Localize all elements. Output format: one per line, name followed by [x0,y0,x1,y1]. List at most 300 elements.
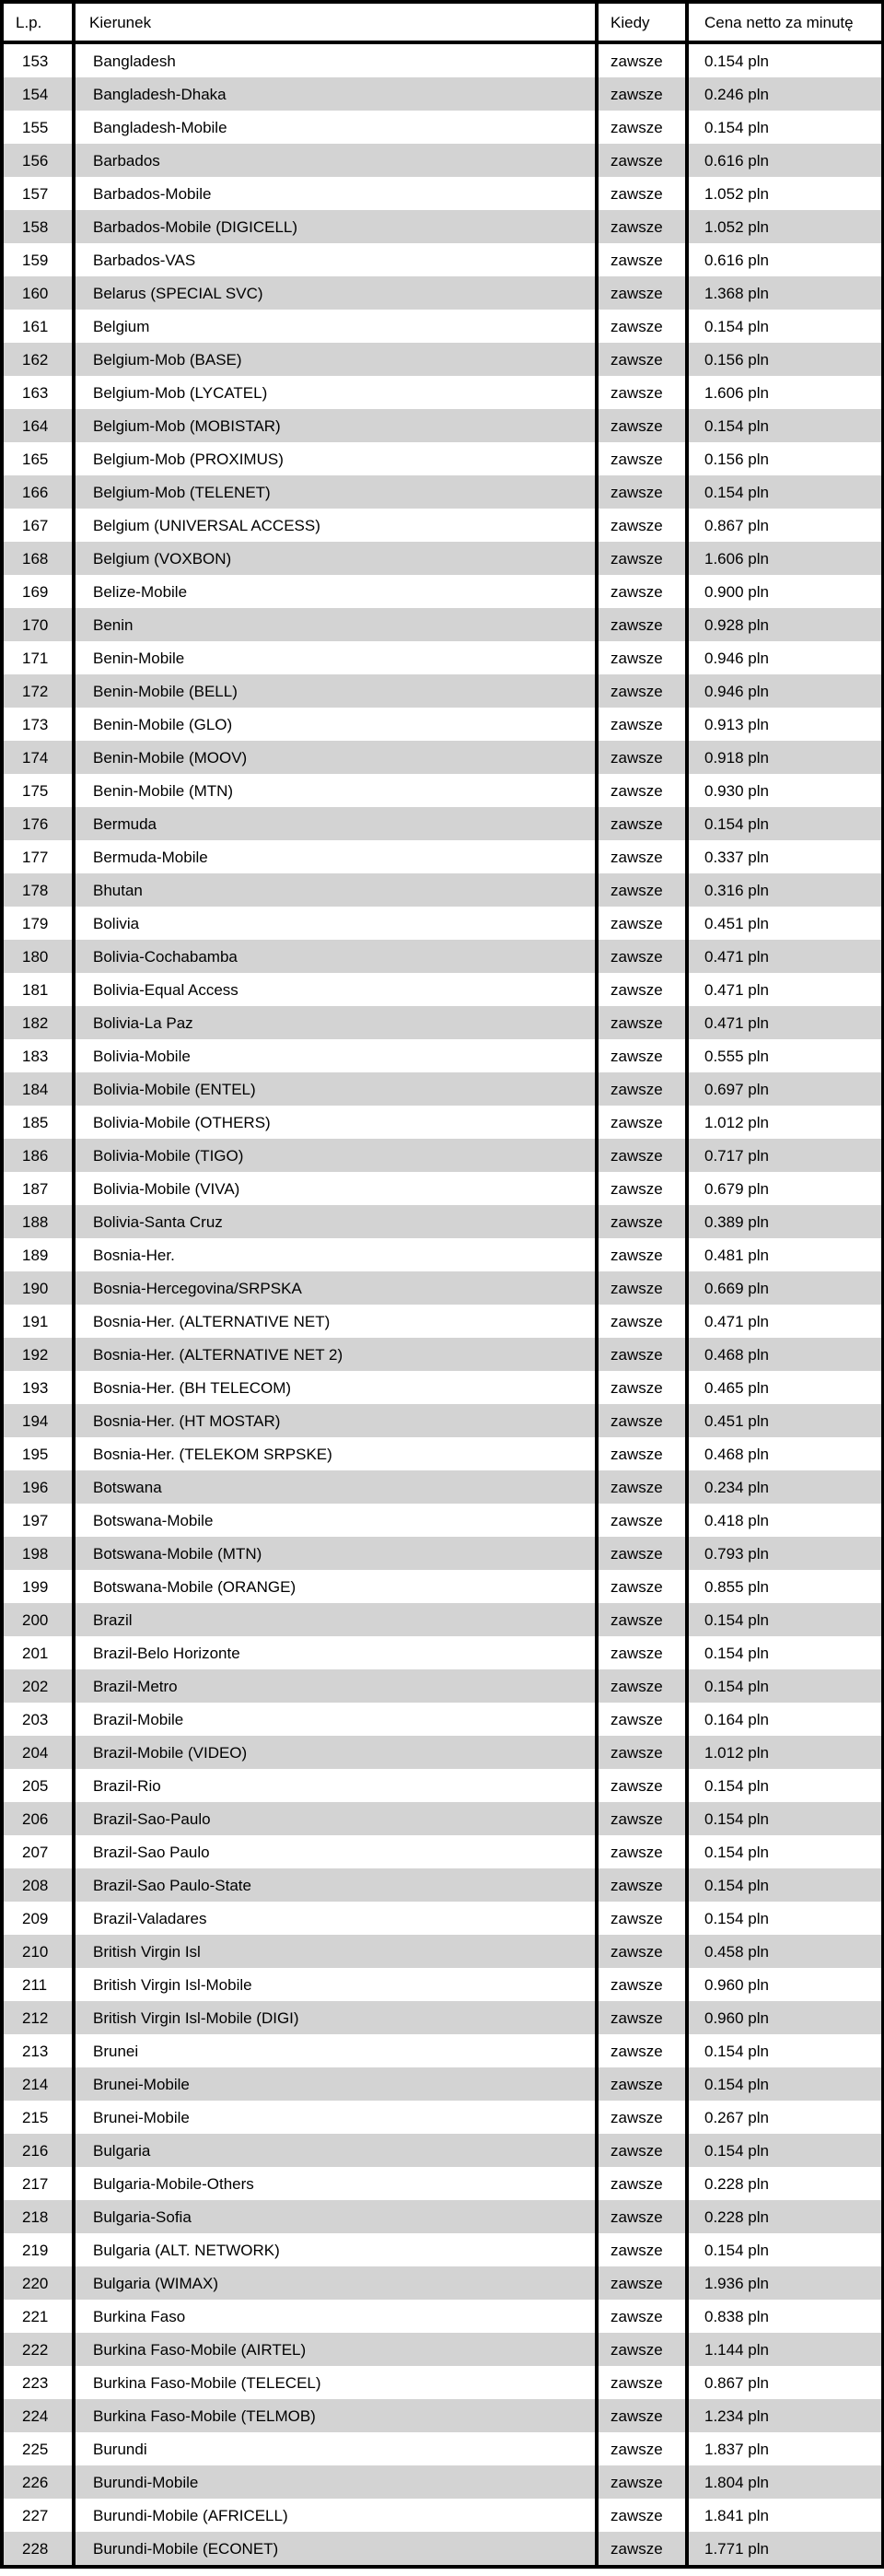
cell-price: 0.154 pln [687,2233,883,2266]
cell-when: zawsze [597,276,687,310]
cell-price: 0.156 pln [687,442,883,475]
cell-price: 0.156 pln [687,343,883,376]
cell-direction: Burundi-Mobile (AFRICELL) [74,2499,597,2532]
table-row [2,1669,883,1703]
cell-direction: Bolivia-Santa Cruz [74,1205,597,1238]
cell-direction: Bulgaria-Mobile-Others [74,2167,597,2200]
cell-direction: Barbados-VAS [74,243,597,276]
cell-when: zawsze [597,2101,687,2134]
cell-price: 1.606 pln [687,542,883,575]
table-row [2,310,883,343]
cell-direction: Bangladesh-Mobile [74,111,597,144]
cell-when: zawsze [597,2167,687,2200]
table-row [2,907,883,940]
cell-direction: Burundi-Mobile (ECONET) [74,2532,597,2567]
cell-direction: Bolivia [74,907,597,940]
cell-lp: 168 [2,542,74,575]
cell-lp: 181 [2,973,74,1006]
cell-when: zawsze [597,1769,687,1802]
table-row [2,1470,883,1504]
table-row [2,111,883,144]
cell-lp: 226 [2,2465,74,2499]
price-table-header [2,2,883,42]
cell-lp: 202 [2,1669,74,1703]
cell-lp: 206 [2,1802,74,1835]
cell-price: 0.555 pln [687,1039,883,1072]
cell-price: 0.855 pln [687,1570,883,1603]
cell-price: 0.154 pln [687,475,883,509]
table-row [2,1404,883,1437]
cell-price: 0.481 pln [687,1238,883,1271]
cell-price: 1.804 pln [687,2465,883,2499]
cell-when: zawsze [597,1835,687,1868]
cell-price: 0.154 pln [687,409,883,442]
table-row [2,2432,883,2465]
table-row [2,1603,883,1636]
cell-lp: 216 [2,2134,74,2167]
cell-lp: 162 [2,343,74,376]
cell-lp: 160 [2,276,74,310]
cell-direction: Brazil [74,1603,597,1636]
cell-when: zawsze [597,1072,687,1106]
cell-lp: 185 [2,1106,74,1139]
cell-price: 1.012 pln [687,1736,883,1769]
table-row [2,475,883,509]
table-row [2,2134,883,2167]
cell-lp: 191 [2,1305,74,1338]
cell-direction: Bangladesh [74,42,597,77]
cell-direction: Burundi-Mobile [74,2465,597,2499]
cell-direction: British Virgin Isl-Mobile [74,1968,597,2001]
cell-lp: 170 [2,608,74,641]
cell-lp: 161 [2,310,74,343]
cell-lp: 194 [2,1404,74,1437]
cell-lp: 223 [2,2366,74,2399]
cell-price: 0.928 pln [687,608,883,641]
cell-price: 1.052 pln [687,177,883,210]
table-row [2,343,883,376]
cell-lp: 211 [2,1968,74,2001]
cell-lp: 180 [2,940,74,973]
cell-when: zawsze [597,1271,687,1305]
cell-price: 0.867 pln [687,2366,883,2399]
cell-when: zawsze [597,1669,687,1703]
cell-when: zawsze [597,376,687,409]
table-row [2,2532,883,2567]
table-row [2,177,883,210]
table-row [2,1935,883,1968]
cell-lp: 221 [2,2300,74,2333]
cell-when: zawsze [597,442,687,475]
table-row [2,1139,883,1172]
cell-lp: 164 [2,409,74,442]
cell-price: 0.471 pln [687,940,883,973]
cell-when: zawsze [597,111,687,144]
table-row [2,741,883,774]
cell-direction: Barbados [74,144,597,177]
cell-lp: 224 [2,2399,74,2432]
table-row [2,243,883,276]
cell-direction: Bosnia-Hercegovina/SRPSKA [74,1271,597,1305]
cell-lp: 227 [2,2499,74,2532]
table-row [2,873,883,907]
cell-direction: Bolivia-Mobile [74,1039,597,1072]
cell-price: 0.930 pln [687,774,883,807]
header-when: Kiedy [597,2,687,42]
cell-price: 0.465 pln [687,1371,883,1404]
cell-price: 0.164 pln [687,1703,883,1736]
cell-when: zawsze [597,1868,687,1902]
cell-when: zawsze [597,1736,687,1769]
cell-price: 0.793 pln [687,1537,883,1570]
cell-price: 0.960 pln [687,2001,883,2034]
cell-price: 0.669 pln [687,1271,883,1305]
cell-lp: 200 [2,1603,74,1636]
cell-when: zawsze [597,1470,687,1504]
cell-price: 0.154 pln [687,1835,883,1868]
cell-direction: Bulgaria (WIMAX) [74,2266,597,2300]
cell-lp: 189 [2,1238,74,1271]
cell-lp: 171 [2,641,74,674]
cell-direction: Belize-Mobile [74,575,597,608]
cell-lp: 208 [2,1868,74,1902]
table-row [2,1172,883,1205]
cell-direction: Bermuda-Mobile [74,840,597,873]
table-row [2,542,883,575]
cell-lp: 187 [2,1172,74,1205]
cell-price: 0.918 pln [687,741,883,774]
cell-price: 0.679 pln [687,1172,883,1205]
cell-direction: Bosnia-Her. (HT MOSTAR) [74,1404,597,1437]
table-row [2,1238,883,1271]
cell-when: zawsze [597,840,687,873]
cell-when: zawsze [597,409,687,442]
cell-price: 0.337 pln [687,840,883,873]
cell-when: zawsze [597,475,687,509]
cell-lp: 188 [2,1205,74,1238]
table-row [2,1305,883,1338]
cell-when: zawsze [597,177,687,210]
cell-lp: 214 [2,2067,74,2101]
table-row [2,1835,883,1868]
cell-lp: 163 [2,376,74,409]
cell-direction: Belgium-Mob (BASE) [74,343,597,376]
cell-when: zawsze [597,2399,687,2432]
table-row [2,1736,883,1769]
cell-direction: Brazil-Belo Horizonte [74,1636,597,1669]
cell-when: zawsze [597,1106,687,1139]
cell-when: zawsze [597,2465,687,2499]
cell-direction: Bosnia-Her. (ALTERNATIVE NET) [74,1305,597,1338]
cell-when: zawsze [597,1537,687,1570]
table-row [2,1537,883,1570]
cell-when: zawsze [597,1437,687,1470]
cell-direction: Botswana-Mobile (MTN) [74,1537,597,1570]
cell-direction: Burkina Faso-Mobile (TELMOB) [74,2399,597,2432]
table-row [2,2499,883,2532]
cell-direction: Brazil-Sao-Paulo [74,1802,597,1835]
cell-direction: British Virgin Isl [74,1935,597,1968]
cell-price: 1.936 pln [687,2266,883,2300]
table-row [2,1703,883,1736]
cell-price: 1.368 pln [687,276,883,310]
cell-lp: 172 [2,674,74,708]
cell-direction: Belarus (SPECIAL SVC) [74,276,597,310]
cell-when: zawsze [597,509,687,542]
cell-price: 0.154 pln [687,807,883,840]
cell-when: zawsze [597,1139,687,1172]
cell-lp: 173 [2,708,74,741]
cell-price: 0.867 pln [687,509,883,542]
cell-direction: Bosnia-Her. (BH TELECOM) [74,1371,597,1404]
cell-lp: 215 [2,2101,74,2134]
cell-lp: 154 [2,77,74,111]
cell-lp: 209 [2,1902,74,1935]
price-table-body [2,42,883,2567]
cell-direction: Brazil-Valadares [74,1902,597,1935]
cell-direction: Bulgaria-Sofia [74,2200,597,2233]
table-row [2,2233,883,2266]
cell-direction: Brunei-Mobile [74,2067,597,2101]
cell-lp: 198 [2,1537,74,1570]
cell-direction: British Virgin Isl-Mobile (DIGI) [74,2001,597,2034]
cell-when: zawsze [597,1305,687,1338]
cell-price: 0.468 pln [687,1437,883,1470]
cell-when: zawsze [597,144,687,177]
cell-when: zawsze [597,1703,687,1736]
cell-direction: Bolivia-Equal Access [74,973,597,1006]
cell-when: zawsze [597,310,687,343]
table-row [2,1968,883,2001]
cell-when: zawsze [597,77,687,111]
cell-when: zawsze [597,940,687,973]
table-row [2,2399,883,2432]
cell-price: 0.154 pln [687,111,883,144]
cell-lp: 204 [2,1736,74,1769]
cell-lp: 158 [2,210,74,243]
header-row [2,2,883,42]
cell-when: zawsze [597,1603,687,1636]
cell-price: 0.154 pln [687,1802,883,1835]
table-row [2,674,883,708]
cell-direction: Burkina Faso-Mobile (TELECEL) [74,2366,597,2399]
table-row [2,1636,883,1669]
cell-when: zawsze [597,2233,687,2266]
cell-lp: 155 [2,111,74,144]
header-lp: L.p. [2,2,74,42]
cell-direction: Bulgaria (ALT. NETWORK) [74,2233,597,2266]
table-row [2,1106,883,1139]
table-row [2,1902,883,1935]
table-row [2,2101,883,2134]
cell-when: zawsze [597,1371,687,1404]
cell-direction: Bulgaria [74,2134,597,2167]
cell-lp: 225 [2,2432,74,2465]
cell-price: 0.246 pln [687,77,883,111]
cell-when: zawsze [597,1205,687,1238]
table-row [2,2333,883,2366]
cell-price: 1.841 pln [687,2499,883,2532]
cell-direction: Brunei-Mobile [74,2101,597,2134]
cell-lp: 220 [2,2266,74,2300]
cell-lp: 217 [2,2167,74,2200]
table-row [2,807,883,840]
cell-price: 0.913 pln [687,708,883,741]
table-row [2,1006,883,1039]
cell-price: 0.697 pln [687,1072,883,1106]
cell-price: 0.154 pln [687,1669,883,1703]
cell-price: 0.154 pln [687,2067,883,2101]
cell-direction: Bosnia-Her. (ALTERNATIVE NET 2) [74,1338,597,1371]
cell-lp: 174 [2,741,74,774]
cell-price: 0.267 pln [687,2101,883,2134]
cell-lp: 179 [2,907,74,940]
table-row [2,509,883,542]
cell-when: zawsze [597,2432,687,2465]
cell-direction: Bolivia-La Paz [74,1006,597,1039]
cell-lp: 176 [2,807,74,840]
cell-price: 0.228 pln [687,2200,883,2233]
cell-lp: 218 [2,2200,74,2233]
table-row [2,1338,883,1371]
cell-when: zawsze [597,1172,687,1205]
cell-when: zawsze [597,1802,687,1835]
cell-direction: Belgium [74,310,597,343]
table-row [2,641,883,674]
cell-when: zawsze [597,807,687,840]
cell-lp: 210 [2,1935,74,1968]
cell-when: zawsze [597,1636,687,1669]
table-row [2,210,883,243]
cell-when: zawsze [597,641,687,674]
cell-price: 0.616 pln [687,144,883,177]
cell-when: zawsze [597,575,687,608]
cell-direction: Bolivia-Mobile (TIGO) [74,1139,597,1172]
cell-lp: 165 [2,442,74,475]
cell-when: zawsze [597,1338,687,1371]
cell-direction: Brazil-Mobile (VIDEO) [74,1736,597,1769]
cell-direction: Belgium (VOXBON) [74,542,597,575]
cell-price: 1.606 pln [687,376,883,409]
table-row [2,2266,883,2300]
header-price: Cena netto za minutę [687,2,883,42]
cell-lp: 207 [2,1835,74,1868]
cell-when: zawsze [597,2366,687,2399]
cell-when: zawsze [597,542,687,575]
cell-direction: Burkina Faso-Mobile (AIRTEL) [74,2333,597,2366]
cell-lp: 195 [2,1437,74,1470]
cell-when: zawsze [597,2333,687,2366]
cell-price: 0.154 pln [687,42,883,77]
cell-lp: 169 [2,575,74,608]
cell-lp: 228 [2,2532,74,2567]
cell-lp: 197 [2,1504,74,1537]
cell-price: 1.837 pln [687,2432,883,2465]
cell-lp: 199 [2,1570,74,1603]
table-row [2,608,883,641]
header-direction: Kierunek [74,2,597,42]
cell-direction: Benin-Mobile [74,641,597,674]
table-row [2,708,883,741]
cell-price: 0.946 pln [687,641,883,674]
cell-direction: Benin-Mobile (BELL) [74,674,597,708]
table-row [2,144,883,177]
cell-price: 0.154 pln [687,2134,883,2167]
cell-lp: 193 [2,1371,74,1404]
cell-direction: Belgium-Mob (MOBISTAR) [74,409,597,442]
cell-price: 0.228 pln [687,2167,883,2200]
cell-lp: 190 [2,1271,74,1305]
table-row [2,1570,883,1603]
cell-price: 0.900 pln [687,575,883,608]
cell-direction: Brazil-Metro [74,1669,597,1703]
cell-when: zawsze [597,1570,687,1603]
cell-direction: Botswana-Mobile [74,1504,597,1537]
table-row [2,1504,883,1537]
table-row [2,2001,883,2034]
table-row [2,1802,883,1835]
table-row [2,376,883,409]
cell-when: zawsze [597,873,687,907]
cell-direction: Bhutan [74,873,597,907]
cell-price: 0.458 pln [687,1935,883,1968]
table-row [2,940,883,973]
table-row [2,2067,883,2101]
cell-when: zawsze [597,1404,687,1437]
cell-when: zawsze [597,907,687,940]
table-row [2,2366,883,2399]
cell-direction: Burkina Faso [74,2300,597,2333]
cell-when: zawsze [597,2499,687,2532]
table-row [2,42,883,77]
cell-price: 0.154 pln [687,1868,883,1902]
cell-direction: Belgium-Mob (PROXIMUS) [74,442,597,475]
cell-when: zawsze [597,1968,687,2001]
cell-price: 0.154 pln [687,1636,883,1669]
table-row [2,409,883,442]
cell-price: 0.471 pln [687,973,883,1006]
cell-price: 0.154 pln [687,2034,883,2067]
table-row [2,973,883,1006]
cell-when: zawsze [597,2134,687,2167]
cell-when: zawsze [597,210,687,243]
cell-when: zawsze [597,1039,687,1072]
cell-price: 0.234 pln [687,1470,883,1504]
cell-price: 0.471 pln [687,1006,883,1039]
cell-direction: Brunei [74,2034,597,2067]
cell-price: 0.946 pln [687,674,883,708]
cell-direction: Burundi [74,2432,597,2465]
cell-direction: Bolivia-Cochabamba [74,940,597,973]
cell-lp: 167 [2,509,74,542]
cell-lp: 186 [2,1139,74,1172]
cell-when: zawsze [597,1504,687,1537]
table-row [2,1072,883,1106]
cell-when: zawsze [597,1238,687,1271]
cell-lp: 157 [2,177,74,210]
cell-price: 0.616 pln [687,243,883,276]
cell-price: 0.316 pln [687,873,883,907]
table-row [2,2300,883,2333]
table-row [2,774,883,807]
table-row [2,1039,883,1072]
cell-direction: Bangladesh-Dhaka [74,77,597,111]
cell-when: zawsze [597,741,687,774]
cell-price: 1.234 pln [687,2399,883,2432]
cell-price: 0.154 pln [687,310,883,343]
table-row [2,2465,883,2499]
cell-price: 0.451 pln [687,1404,883,1437]
